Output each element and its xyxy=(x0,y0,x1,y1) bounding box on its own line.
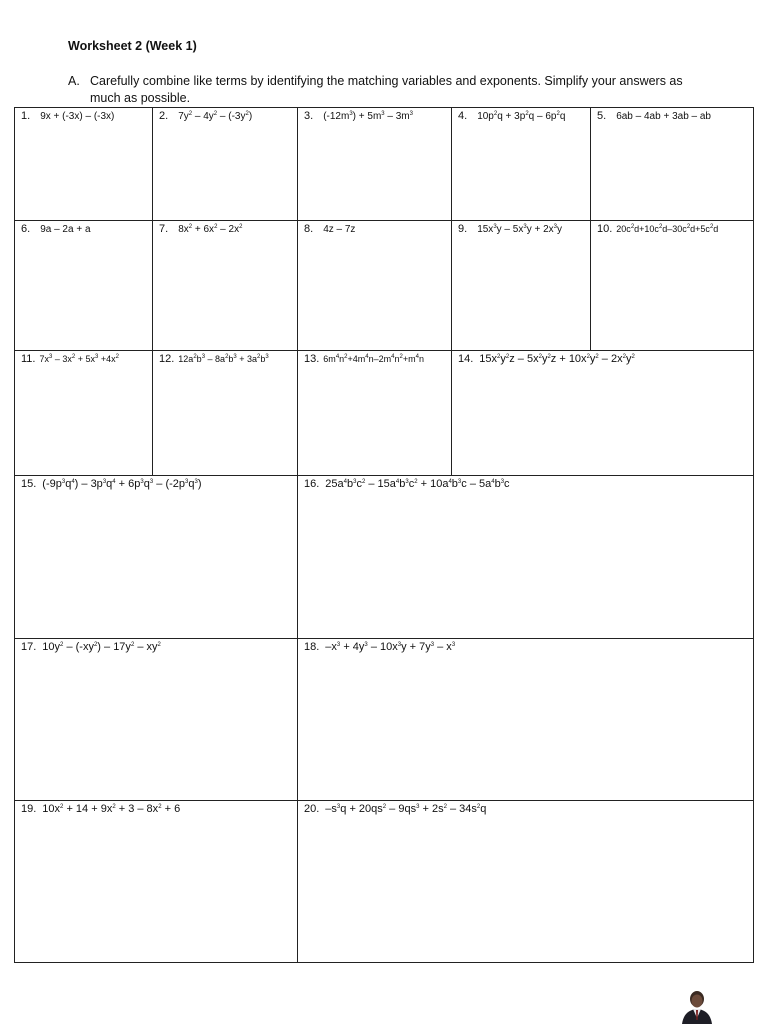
problem-number: 3. xyxy=(304,110,314,122)
problem-expression: 9a – 2a + a xyxy=(40,224,91,235)
author-avatar xyxy=(678,988,716,1024)
problem-cell-4[interactable] xyxy=(452,108,591,221)
problem-expression: $15x^3y - 5x^3y + 2x^3y$ xyxy=(477,224,562,235)
problem-expression: 9x + (-3x) – (-3x) xyxy=(40,111,115,122)
problem-number: 12. xyxy=(159,353,175,365)
problem-cell-10[interactable] xyxy=(591,221,753,351)
problem-cell-17[interactable] xyxy=(15,639,298,801)
problem-expression: $12a^2b^3 - 8a^2b^3 + 3a^2b^3$ xyxy=(178,354,269,364)
problem-cell-19[interactable] xyxy=(15,801,298,962)
instruction-letter: A. xyxy=(68,74,80,88)
problem-number: 4. xyxy=(458,110,468,122)
problem-expression: $10x^2 + 14 + 9x^2 + 3 - 8x^2 + 6$ xyxy=(42,803,181,815)
problem-cell-11[interactable] xyxy=(15,351,153,476)
instruction-text: Carefully combine like terms by identifying the matching variables and exponents. Simplify your answers as much as possible. xyxy=(90,74,683,105)
problem-expression: $20c^2d+10c^2d-30c^2d+5c^2d$ xyxy=(616,224,719,234)
problem-cell-8[interactable] xyxy=(298,221,452,351)
problem-cell-14[interactable] xyxy=(452,351,753,476)
problem-number: 13. xyxy=(304,353,320,365)
worksheet-title: Worksheet 2 (Week 1) xyxy=(68,39,197,53)
problem-number: 20. xyxy=(304,803,320,815)
problem-number: 9. xyxy=(458,223,468,235)
problem-cell-18[interactable] xyxy=(298,639,753,801)
instructions xyxy=(68,73,708,107)
problem-expression: $7y^2 - 4y^2 - (-3y^2)$ xyxy=(178,111,253,122)
problem-cell-6[interactable] xyxy=(15,221,153,351)
problem-number: 6. xyxy=(21,223,31,235)
problem-cell-7[interactable] xyxy=(153,221,298,351)
problem-cell-12[interactable] xyxy=(153,351,298,476)
problem-expression: $25a^4b^3c^2 - 15a^4b^3c^2 + 10a^4b^3c - 5a^4b^3c$ xyxy=(325,478,510,490)
problem-number: 17. xyxy=(21,641,37,653)
problem-expression: $8x^2 + 6x^2 - 2x^2$ xyxy=(178,224,243,235)
problem-number: 16. xyxy=(304,478,320,490)
problem-cell-16[interactable] xyxy=(298,476,753,639)
problem-expression: $15x^2y^2z - 5x^2y^2z + 10x^2y^2 - 2x^2y^2$ xyxy=(479,353,635,365)
problem-expression: $-s^3q + 20qs^2 - 9qs^3 + 2s^2 - 34s^2q$ xyxy=(325,803,487,815)
problem-expression: $10p^2q + 3p^2q - 6p^2q$ xyxy=(477,111,566,122)
problem-grid xyxy=(14,107,754,963)
problem-expression: 6ab – 4ab + 3ab – ab xyxy=(616,111,711,122)
problem-number: 15. xyxy=(21,478,37,490)
problem-number: 19. xyxy=(21,803,37,815)
problem-cell-3[interactable] xyxy=(298,108,452,221)
problem-expression: 4z – 7z xyxy=(323,224,356,235)
problem-number: 14. xyxy=(458,353,474,365)
problem-expression: $-x^3 + 4y^3 - 10x^3y + 7y^3 - x^3$ xyxy=(325,641,456,653)
problem-expression: $(-9p^3q^4) - 3p^3q^4 + 6p^3q^3 - (-2p^3q^3)$ xyxy=(42,478,202,490)
problem-cell-1[interactable] xyxy=(15,108,153,221)
problem-number: 10. xyxy=(597,223,613,235)
problem-cell-2[interactable] xyxy=(153,108,298,221)
problem-cell-15[interactable] xyxy=(15,476,298,639)
problem-cell-20[interactable] xyxy=(298,801,753,962)
problem-number: 11. xyxy=(21,353,36,365)
problem-number: 1. xyxy=(21,110,31,122)
problem-cell-13[interactable] xyxy=(298,351,452,476)
problem-expression: $(-12m^3) + 5m^3 - 3m^3$ xyxy=(323,111,413,122)
problem-number: 8. xyxy=(304,223,314,235)
problem-number: 7. xyxy=(159,223,169,235)
problem-cell-9[interactable] xyxy=(452,221,591,351)
problem-number: 2. xyxy=(159,110,169,122)
problem-number: 18. xyxy=(304,641,320,653)
problem-cell-5[interactable] xyxy=(591,108,753,221)
problem-expression: $10y^2 - (-xy^2) - 17y^2 - xy^2$ xyxy=(42,641,161,653)
problem-expression: $7x^3 - 3x^2 + 5x^3 +4x^2$ xyxy=(39,354,119,364)
problem-number: 5. xyxy=(597,110,607,122)
problem-expression: $6m^4n^2+4m^4n-2m^4n^2+m^4n$ xyxy=(323,354,424,364)
